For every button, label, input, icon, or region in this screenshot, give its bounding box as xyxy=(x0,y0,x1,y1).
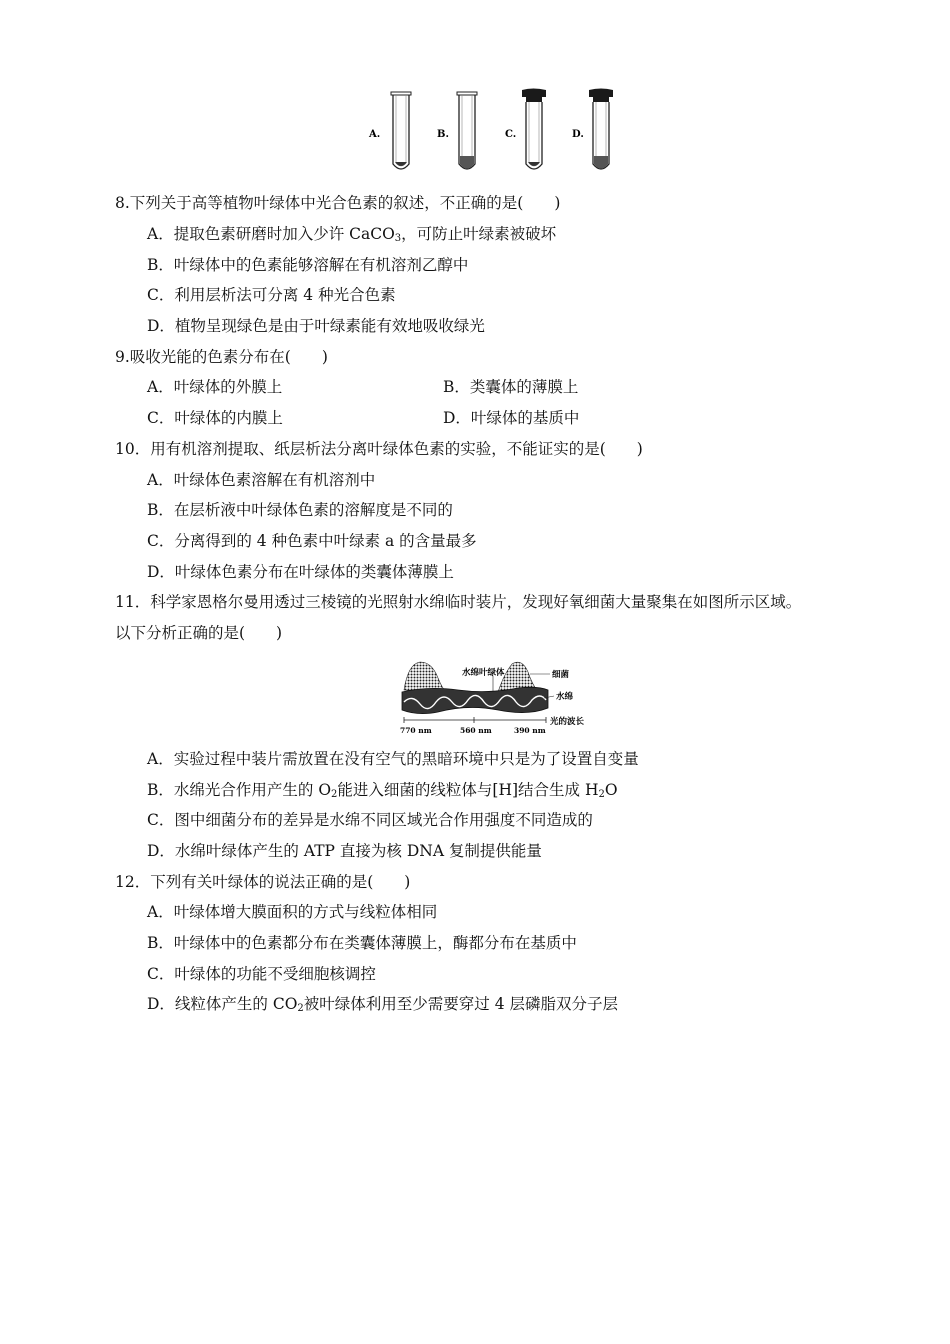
q8-option-c: C．利用层析法可分离 4 种光合色素 xyxy=(147,286,396,304)
q12-option-c: C．叶绿体的功能不受细胞核调控 xyxy=(147,965,376,983)
q12-d-text-2: 被叶绿体利用至少需要穿过 4 层磷脂双分子层 xyxy=(303,995,619,1013)
tube-label-c: C. xyxy=(505,129,517,140)
q11-b-sub-2: 2 xyxy=(598,789,605,800)
q9-option-c: C．叶绿体的内膜上 xyxy=(147,409,283,427)
label-bacteria: 细菌 xyxy=(552,670,570,680)
q8-option-d: D．植物呈现绿色是由于叶绿素能有效地吸收绿光 xyxy=(147,317,485,335)
spirogyra-filament xyxy=(402,687,548,713)
label-wavelength: 光的波长 xyxy=(550,717,585,727)
q11-b-sub: 2 xyxy=(331,789,338,800)
q12-d-text: D．线粒体产生的 CO xyxy=(147,995,298,1013)
q9-option-d: D．叶绿体的基质中 xyxy=(443,409,580,427)
q11-stem-line2: 以下分析正确的是( ) xyxy=(115,624,283,642)
tick-770: 770 nm xyxy=(400,726,432,735)
q11-b-text-3: O xyxy=(604,781,618,799)
q12-option-b: B．叶绿体中的色素都分布在类囊体薄膜上，酶都分布在基质中 xyxy=(147,934,577,952)
q12-option-d xyxy=(147,994,618,1014)
q10-option-a: A．叶绿体色素溶解在有机溶剂中 xyxy=(147,471,376,489)
q12-stem: 12．下列有关叶绿体的说法正确的是( ) xyxy=(115,873,411,891)
tube-label-b: B. xyxy=(437,129,449,140)
q9-option-b: B．类囊体的薄膜上 xyxy=(443,378,579,396)
q10-option-d: D．叶绿体色素分布在叶绿体的类囊体薄膜上 xyxy=(147,563,454,581)
tick-560: 560 nm xyxy=(460,726,492,735)
q11-option-d: D．水绵叶绿体产生的 ATP 直接为核 DNA 复制提供能量 xyxy=(147,842,542,860)
q12-d-sub: 2 xyxy=(297,1003,304,1014)
q10-option-c: C．分离得到的 4 种色素中叶绿素 a 的含量最多 xyxy=(147,532,477,550)
q11-option-a: A．实验过程中装片需放置在没有空气的黑暗环境中只是为了设置自变量 xyxy=(147,750,639,768)
q8-a-text: A．提取色素研磨时加入少许 CaCO xyxy=(147,225,395,243)
q12-option-a: A．叶绿体增大膜面积的方式与线粒体相同 xyxy=(147,903,438,921)
q8-option-b: B．叶绿体中的色素能够溶解在有机溶剂乙醇中 xyxy=(147,256,469,274)
q10-stem: 10．用有机溶剂提取、纸层析法分离叶绿体色素的实验，不能证实的是( ) xyxy=(115,440,643,458)
q10-option-b: B．在层析液中叶绿体色素的溶解度是不同的 xyxy=(147,501,453,519)
tube-b xyxy=(437,92,477,169)
q9-stem: 9.吸收光能的色素分布在( ) xyxy=(115,348,328,366)
q8-option-a xyxy=(147,224,556,244)
label-spirogyra: 水绵 xyxy=(556,692,574,702)
tube-label-a: A. xyxy=(369,129,381,140)
engelmann-experiment-figure xyxy=(398,658,598,738)
tube-label-d: D. xyxy=(572,129,584,140)
q8-a-sub: 3 xyxy=(394,233,402,244)
q11-b-text: B．水绵光合作用产生的 O xyxy=(147,781,332,799)
q8-stem: 8.下列关于高等植物叶绿体中光合色素的叙述，不正确的是( ) xyxy=(115,194,561,212)
q11-stem-line1: 11．科学家恩格尔曼用透过三棱镜的光照射水绵临时装片，发现好氧细菌大量聚集在如图所示区域。 xyxy=(115,593,802,611)
q11-option-b xyxy=(147,780,618,800)
bacteria-distribution-left xyxy=(404,662,446,692)
tick-390: 390 nm xyxy=(514,726,546,735)
test-tubes-figure xyxy=(365,86,625,182)
label-chloroplast: 水绵叶绿体 xyxy=(462,668,505,678)
tube-c xyxy=(505,89,546,170)
q11-b-text-2: 能进入细菌的线粒体与[H]结合生成 H xyxy=(337,781,599,799)
q11-option-c: C．图中细菌分布的差异是水绵不同区域光合作用强度不同造成的 xyxy=(147,811,593,829)
q8-a-text-2: ，可防止叶绿素被破坏 xyxy=(401,225,557,243)
tube-d xyxy=(572,89,613,170)
tube-a xyxy=(368,92,411,169)
q9-option-a: A．叶绿体的外膜上 xyxy=(147,378,283,396)
